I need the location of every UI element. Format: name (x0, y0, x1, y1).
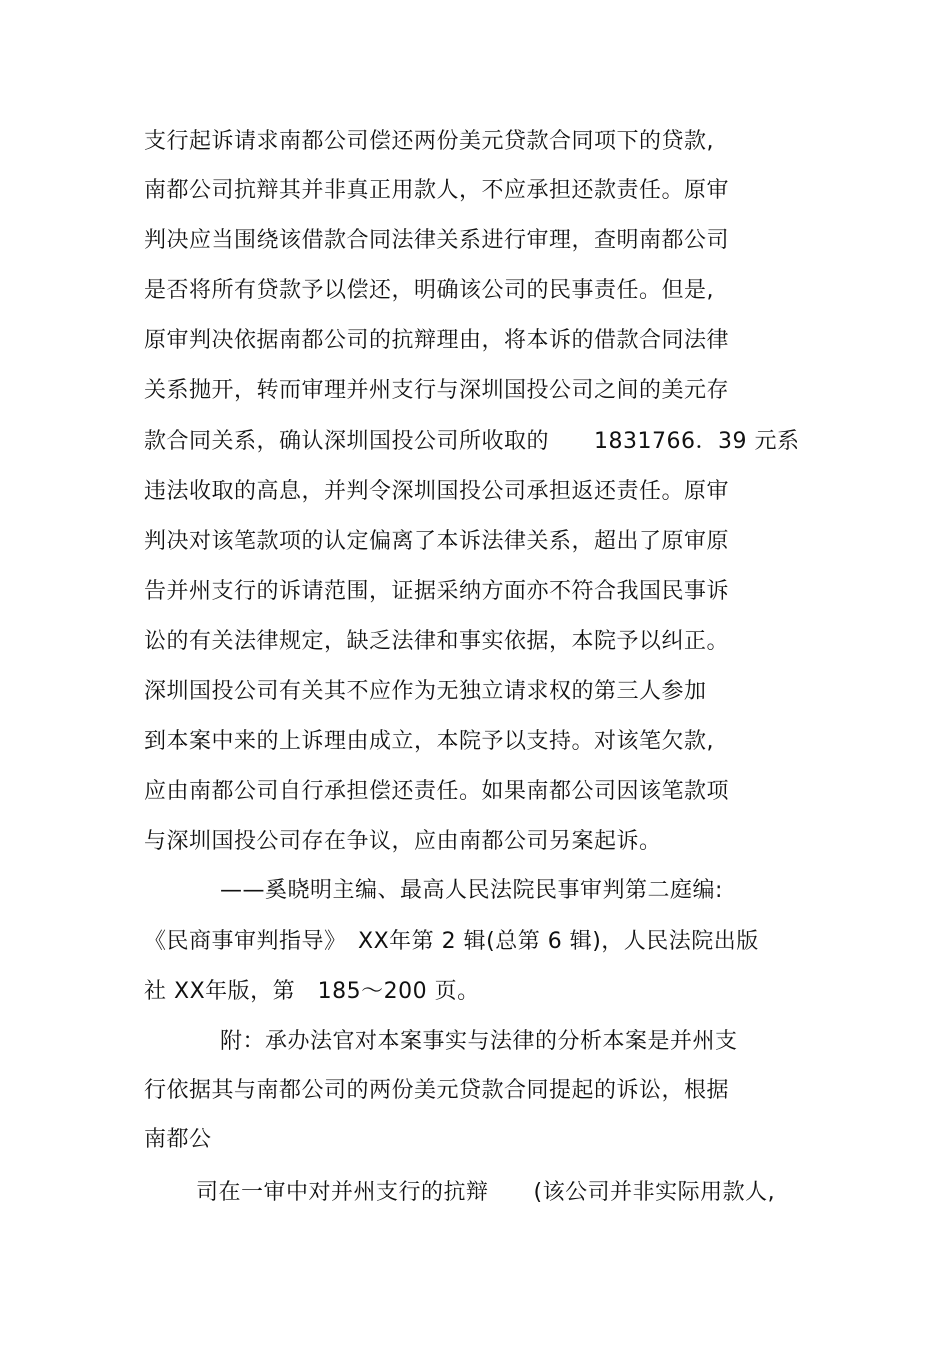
body-text-line: 判决应当围绕该借款合同法律关系进行审理，查明南都公司 (144, 228, 730, 253)
appendix-line: 南都公 (144, 1127, 212, 1152)
appendix-line: 行依据其与南都公司的两份美元贷款合同提起的诉讼，根据 (144, 1078, 730, 1103)
body-text-line: 关系抛开，转而审理并州支行与深圳国投公司之间的美元存 (144, 378, 730, 403)
body-text-line: 判决对该笔款项的认定偏离了本诉法律关系，超出了原审原 (144, 529, 730, 554)
body-text-line: 讼的有关法律规定，缺乏法律和事实依据，本院予以纠正。 (144, 629, 730, 654)
citation-line: 社 XX年版，第 185～200 页。 (144, 979, 480, 1004)
citation-line: 《民商事审判指导》 XX年第 2 辑(总第 6 辑)，人民法院出版 (144, 929, 759, 954)
body-text-line: 原审判决依据南都公司的抗辩理由，将本诉的借款合同法律 (144, 328, 730, 353)
body-text-line: 到本案中来的上诉理由成立，本院予以支持。对该笔欠款, (144, 729, 714, 754)
body-text-line: 款合同关系，确认深圳国投公司所收取的 1831766．39 元系 (144, 429, 800, 454)
body-text-line: 深圳国投公司有关其不应作为无独立请求权的第三人参加 (144, 679, 707, 704)
appendix-line: 附：承办法官对本案事实与法律的分析本案是并州支 (220, 1029, 738, 1054)
body-text-line: 南都公司抗辩其并非真正用款人，不应承担还款责任。原审 (144, 178, 730, 203)
body-text-line: 支行起诉请求南都公司偿还两份美元贷款合同项下的贷款, (144, 129, 714, 154)
body-text-line: 是否将所有贷款予以偿还，明确该公司的民事责任。但是, (144, 278, 714, 303)
body-text-line: 告并州支行的诉请范围，证据采纳方面亦不符合我国民事诉 (144, 579, 730, 604)
body-text-line: 与深圳国投公司存在争议，应由南都公司另案起诉。 (144, 829, 662, 854)
body-text-line: 违法收取的高息，并判令深圳国投公司承担返还责任。原审 (144, 479, 730, 504)
citation-line: ——奚晓明主编、最高人民法院民事审判第二庭编: (220, 878, 723, 903)
body-text-line: 应由南都公司自行承担偿还责任。如果南都公司因该笔款项 (144, 779, 730, 804)
appendix-line: 司在一审中对并州支行的抗辩 (该公司并非实际用款人, (196, 1180, 776, 1205)
